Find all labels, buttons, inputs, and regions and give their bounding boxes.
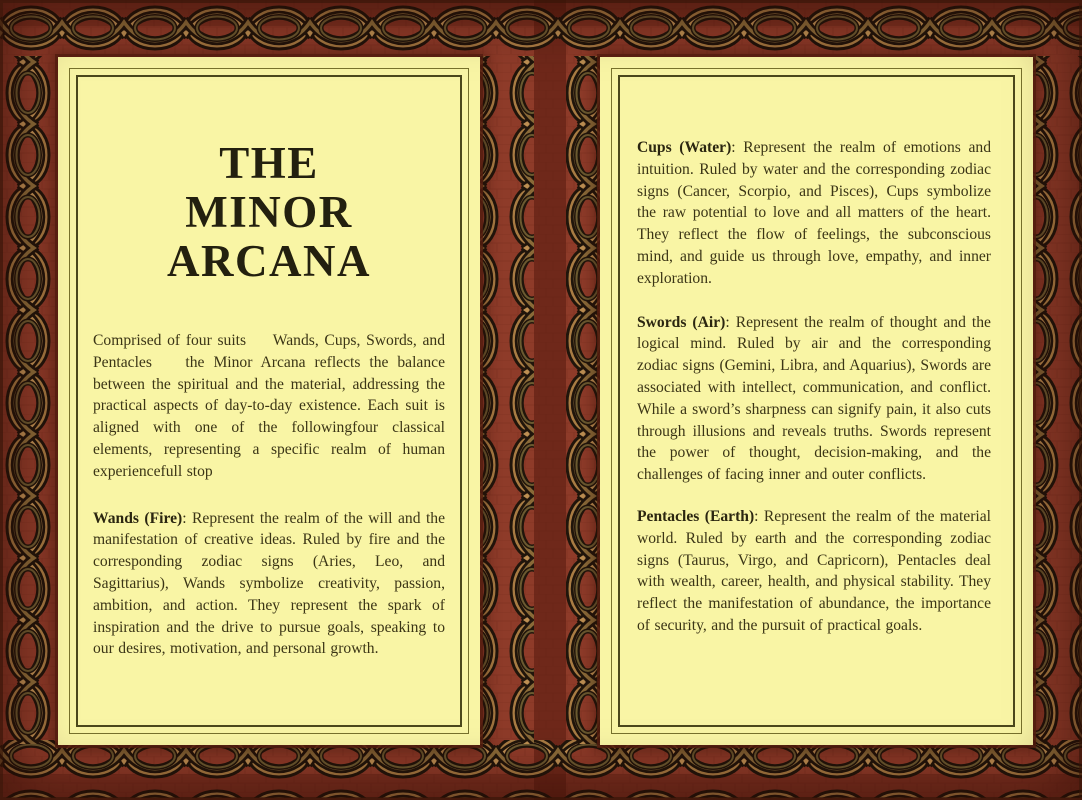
page-title-line-2: MINOR	[185, 187, 353, 237]
intro-paragraph: Comprised of four suits Wands, Cups, Swords, and Pentacles the Minor Arcana reflects the balance between the spiritual and the material, addressing the practical aspects of day-to-day existence. Each suit is aligned with one of the followingfour classical elements, representing a specific realm of human experiencefull stop	[93, 332, 445, 480]
right-page	[600, 57, 1033, 745]
suit-lead-wands: Wands (Fire)	[93, 509, 183, 527]
suit-lead-pentacles: Pentacles (Earth)	[637, 507, 755, 525]
suit-text-swords: : Represent the realm of thought and the logical mind. Ruled by air and the corresponding zodiac signs (Gemini, Libra, and Aquarius), Swords are associated with intellect, communication, and conflict. While a sword’s sharpness can signify pain, it also cuts through illusions and reveals truths. Swords represent the power of thought, decision-making, and the challenges of facing inner and outer conflicts.	[637, 313, 991, 484]
suit-paragraph-wands	[93, 508, 445, 661]
page-title	[93, 139, 445, 286]
left-page-content	[58, 57, 480, 745]
suit-lead-swords: Swords (Air)	[637, 313, 726, 331]
suit-lead-cups: Cups (Water)	[637, 139, 732, 156]
suit-paragraph-swords	[637, 312, 991, 486]
suit-paragraph-cups	[637, 137, 991, 290]
suit-text-cups: : Represent the realm of emotions and intuition. Ruled by water and the corresponding zodiac signs (Cancer, Scorpio, and Pisces), Cups symbolize the raw potential to love and all matters of the heart. They reflect the flow of feelings, the subconscious mind, and guide us through love, empathy, and inner exploration.	[637, 139, 991, 287]
suit-text-wands: : Represent the realm of the will and the manifestation of creative ideas. Ruled by fire and the corresponding zodiac signs (Aries, Leo, and Sagittarius), Wands symbolize creativity, passion, ambition, and action. They represent the spark of inspiration and the drive to pursue goals, speaking to our desires, motivation, and personal growth.	[93, 509, 445, 658]
right-page-content	[600, 57, 1033, 745]
suit-text-pentacles: : Represent the realm of the material world. Ruled by earth and the corresponding zodiac signs (Taurus, Virgo, and Capricorn), Pentacles deal with wealth, career, health, and physical stability. They reflect the manifestation of abundance, the importance of security, and the pursuit of practical goals.	[637, 507, 991, 634]
page-title-line-3: ARCANA	[167, 236, 371, 286]
left-page	[58, 57, 480, 745]
page-title-line-1: THE	[219, 138, 319, 188]
suit-paragraph-pentacles	[637, 506, 991, 637]
